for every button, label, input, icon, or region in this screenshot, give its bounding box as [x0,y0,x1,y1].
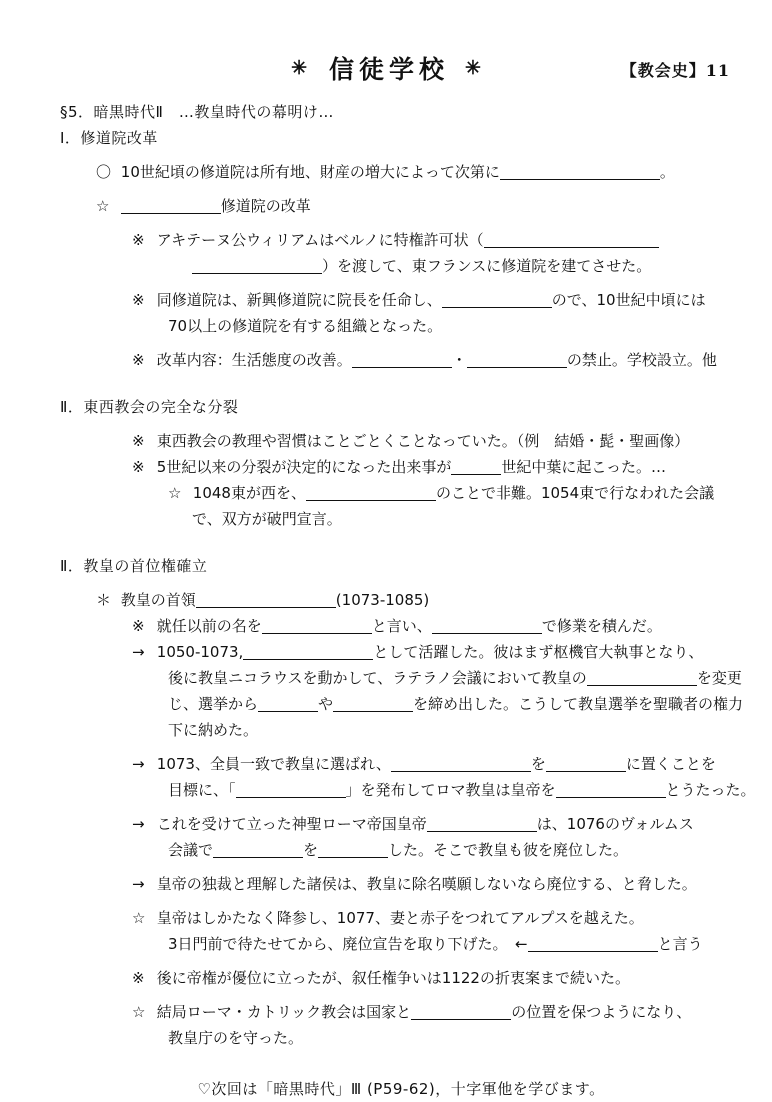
item-text: で、双方が破門宣言。 [192,510,342,528]
fill-blank[interactable] [192,258,322,274]
item-text-tail: を変更 [696,669,742,687]
list-item [132,228,738,253]
item-text: 10世紀頃の修道院は所有地、財産の増大によって次第に [120,163,500,181]
list-item [96,588,738,613]
list-item-continuation [168,778,756,803]
item-text: 皇帝はしかたなく降参し、1077、妻と赤子をつれてアルプスを越えた。 [156,909,644,927]
list-item [132,640,738,665]
list-item [132,1000,738,1025]
list-item [132,429,738,454]
fill-blank[interactable] [467,352,567,368]
fill-blank[interactable] [258,696,318,712]
fill-blank[interactable] [432,618,542,634]
fill-blank[interactable] [391,756,531,772]
item-text-tail: した。そこで教皇も彼を廃位した。 [388,841,629,859]
item-text: 5世紀以来の分裂が決定的になった出来事が [156,458,452,476]
bullet-note-icon: ※ [132,291,145,309]
fill-blank[interactable] [484,232,659,248]
list-item-continuation [168,932,738,957]
fill-blank[interactable] [333,696,413,712]
list-item [132,872,738,897]
bullet-note-icon: ※ [132,617,145,635]
list-item [96,194,738,219]
footer-note: ♡次回は「暗黒時代」Ⅲ (P59-62)，十字軍他を学びます。 [197,1080,605,1098]
fill-blank[interactable] [546,756,626,772]
bullet-star-icon: ☆ [132,909,146,927]
bullet-arrow-icon: → [132,643,145,661]
bullet-note-icon: ※ [132,458,145,476]
list-item-continuation [168,1026,738,1051]
item-text-tail: の位置を保つようになり、 [511,1003,692,1021]
item-text: 東西教会の教理や習慣はことごとくことなっていた。（例 結婚・髭・聖画像） [156,432,690,450]
item-text: 同修道院は、新興修道院に院長を任命し、 [156,291,442,309]
header-page-label: 【教会史】11 [620,61,730,80]
item-text-tail: と言う [657,935,703,953]
item-text: 後に帝権が優位に立ったが、叙任権争いは1122の折衷案まで続いた。 [156,969,630,987]
item-text-mid: ・ [451,351,467,369]
item-text-tail: を締め出した。こうして教皇選挙を聖職者の権力 [413,695,744,713]
bullet-circle-icon: 〇 [96,163,112,181]
item-text-tail: に置くことを [625,755,716,773]
list-item [132,966,738,991]
item-text: 就任以前の名を [156,617,262,635]
bullet-asterisk-icon: ＊ [96,591,112,609]
item-text-tail: で修業を積んだ。 [541,617,662,635]
star-left-icon: ✳ [291,57,307,79]
bullet-note-icon: ※ [132,432,145,450]
fill-blank[interactable] [587,670,697,686]
item-text-mid: を [303,841,319,859]
list-item-continuation [168,666,742,691]
bullet-note-icon: ※ [132,231,145,249]
list-item [132,812,738,837]
item-text-tail: 世紀中葉に起こった。… [501,458,667,476]
document-body [34,100,756,1102]
bullet-star-icon: ☆ [168,484,182,502]
fill-blank[interactable] [121,198,221,214]
item-text: 目標に、「 [168,781,236,799]
fill-blank[interactable] [500,164,660,180]
item-text: これを受けて立った神聖ローマ帝国皇帝 [156,815,427,833]
fill-blank[interactable] [236,782,346,798]
fill-blank[interactable] [528,936,658,952]
item-text: 下に納めた。 [168,721,259,739]
item-text-tail: ので、10世紀中頃には [551,291,706,309]
list-item-continuation [168,692,744,717]
list-item [132,348,738,373]
item-text: 皇帝の独裁と理解した諸侯は、教皇に除名嘆願しないなら廃位する、と脅した。 [156,875,697,893]
bullet-note-icon: ※ [132,351,145,369]
item-text-tail: は、1076のヴォルムス [536,815,694,833]
fill-blank[interactable] [352,352,452,368]
item-text: 改革内容：生活態度の改善。 [156,351,352,369]
list-item [96,160,738,185]
item-text: 3日門前で待たせてから、廃位宣告を取り下げた。 ← [168,935,528,953]
item-text-tail: を守った。 [228,1029,304,1047]
item-text: 後に教皇ニコラウスを動かして、ラテラノ会議において教皇の [168,669,587,687]
item-text: 1050-1073, [156,643,244,661]
bullet-star-icon: ☆ [96,197,110,215]
fill-blank[interactable] [262,618,372,634]
fill-blank[interactable] [411,1004,511,1020]
item-text-tail: として活躍した。彼はまず枢機官大執事となり、 [373,643,704,661]
item-text: 1073、全員一致で教皇に選ばれ、 [156,755,391,773]
item-text: アキテーヌ公ウィリアムはベルノに特権許可状（ [156,231,484,249]
fill-blank[interactable] [442,292,552,308]
fill-blank[interactable] [213,842,303,858]
list-item [132,906,738,931]
item-text-mid: 」を発布してロマ教皇は皇帝を [345,781,556,799]
list-item-continuation [168,718,738,743]
bullet-arrow-icon: → [132,815,145,833]
list-item [132,288,738,313]
fill-blank[interactable] [318,842,388,858]
item-text-tail: とうたった。 [665,781,756,799]
item-text-tail: (1073-1085) [335,591,430,609]
list-item-continuation [192,254,738,279]
item-text: 1048東が西を、 [192,484,306,502]
fill-blank[interactable] [306,485,436,501]
list-item [168,481,738,506]
chapter-heading-3: Ⅱ．教皇の首位権確立 [60,557,208,575]
list-item [132,752,738,777]
item-text-tail: 。 [659,163,675,181]
bullet-note-icon: ※ [132,969,145,987]
bullet-star-icon: ☆ [132,1003,146,1021]
item-text: じ、選挙から [168,695,259,713]
title-text: 信徒学校 [328,55,449,84]
item-text: 会議で [168,841,214,859]
item-text: 結局ローマ・カトリック教会は国家と [156,1003,412,1021]
section-title: §5．暗黒時代Ⅱ …教皇時代の幕明け… [60,103,334,121]
chapter-heading-1: Ⅰ．修道院改革 [60,129,158,147]
star-right-icon: ✳ [465,57,481,79]
list-item-continuation [168,314,738,339]
item-text-tail: のことで非難。1054東で行なわれた会議 [435,484,715,502]
fill-blank[interactable] [556,782,666,798]
list-item [132,614,738,639]
item-text-mid: を [530,755,546,773]
item-text: 70以上の修道院を有する組織となった。 [168,317,443,335]
fill-blank[interactable] [451,459,501,475]
list-item-continuation [168,838,738,863]
fill-blank[interactable] [427,816,537,832]
item-text: 教皇の首領 [120,591,196,609]
list-item-continuation [192,507,738,532]
list-item [132,455,738,480]
bullet-arrow-icon: → [132,875,145,893]
item-text-tail: ）を渡して、東フランスに修道院を建てさせた。 [322,257,652,275]
chapter-heading-2: Ⅱ．東西教会の完全な分裂 [60,398,239,416]
item-text-mid: と言い、 [371,617,432,635]
fill-blank[interactable] [243,644,373,660]
fill-blank[interactable] [196,592,336,608]
item-text-mid: や [318,695,334,713]
item-text: 教皇庁の [168,1029,229,1047]
item-text-tail: の禁止。学校設立。他 [566,351,717,369]
item-text-tail: 修道院の改革 [220,197,311,215]
page-header [34,44,738,90]
bullet-arrow-icon: → [132,755,145,773]
